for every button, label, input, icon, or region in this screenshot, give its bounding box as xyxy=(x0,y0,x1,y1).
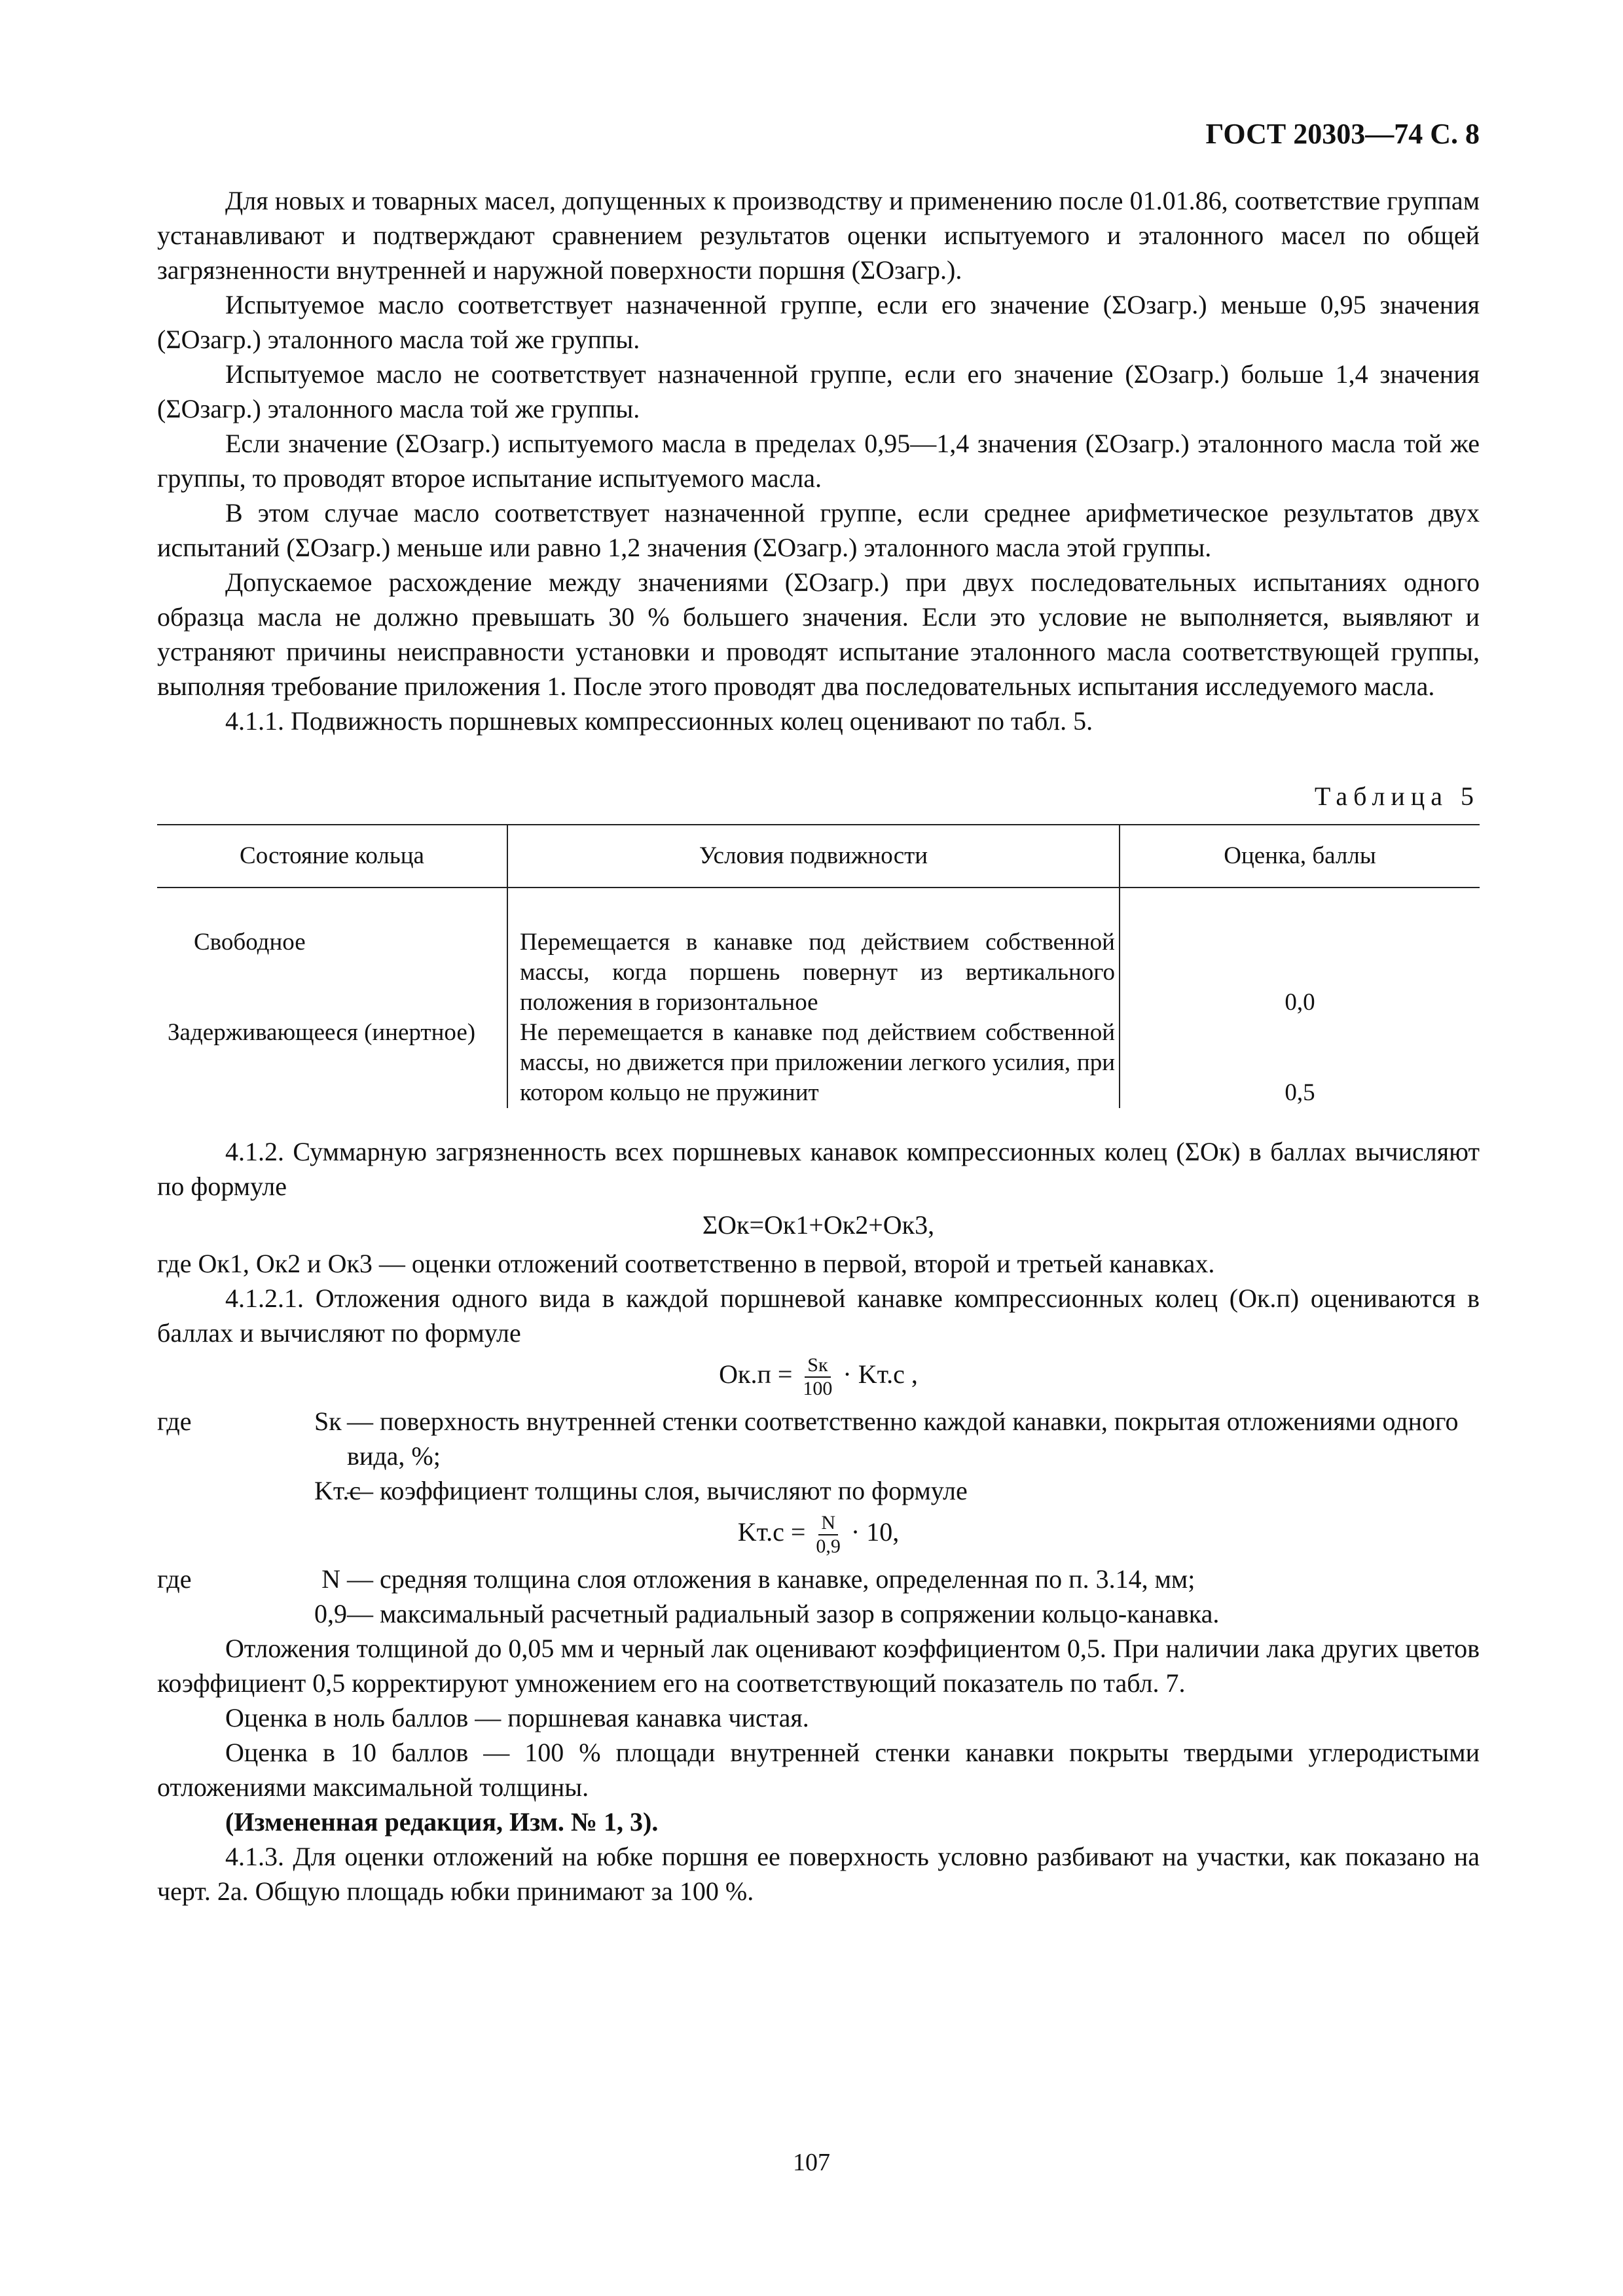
clause-4-1-2: 4.1.2. Суммарную загрязненность всех поршневых канавок компрессионных колец (ΣOк) в баллах вычисляют по формуле xyxy=(157,1137,1480,1201)
document-body xyxy=(157,183,1480,1909)
page-header: ГОСТ 20303—74 С. 8 xyxy=(1205,118,1480,150)
formula-sum-ok: ΣOк=Oк1+Oк2+Oк3, xyxy=(702,1210,935,1240)
table-header-conditions: Условия подвижности xyxy=(507,825,1120,888)
tail-paragraph: Оценка в ноль баллов — поршневая канавка чистая. xyxy=(225,1703,809,1732)
definitions-list xyxy=(157,1562,1480,1631)
def-text: — коэффициент толщины слоя, вычисляют по формуле xyxy=(347,1476,968,1505)
intro-paragraph: Если значение (ΣOзагр.) испытуемого масла в пределах 0,95—1,4 значения (ΣOзагр.) эталонного масла той же группы, то проводят второе испытание испытуемого масла. xyxy=(157,429,1480,493)
table-5 xyxy=(157,824,1480,1108)
def-symbol: Sк xyxy=(314,1407,342,1436)
def-prefix: где xyxy=(157,1564,192,1594)
page-number: 107 xyxy=(793,2149,830,2176)
table-header-state: Состояние кольца xyxy=(157,825,507,888)
intro-paragraph: Испытуемое масло соответствует назначенной группе, если его значение (ΣOзагр.) меньше 0,95 значения (ΣOзагр.) эталонного масла той же группы. xyxy=(157,290,1480,354)
tail-paragraph: Оценка в 10 баллов — 100 % площади внутренней стенки канавки покрыты твердыми углеродистыми отложениями максимальной толщины. xyxy=(157,1738,1480,1802)
table-header-score: Оценка, баллы xyxy=(1120,825,1480,888)
formula-kts-rhs: · 10, xyxy=(850,1517,900,1547)
formula-okp-rhs: · Kт.с , xyxy=(843,1359,918,1390)
formula-okp-lhs: Oк.п = xyxy=(719,1359,793,1390)
intro-paragraph: Испытуемое масло не соответствует назначенной группе, если его значение (ΣOзагр.) больше 1,4 значения (ΣOзагр.) эталонного масла той же группы. xyxy=(157,359,1480,423)
table-cell-conditions: Не перемещается в канавке под действием собственной массы, но движется при приложении легкого усилия, при котором кольцо не пружинит xyxy=(507,1018,1120,1108)
intro-paragraph: В этом случае масло соответствует назначенной группе, если среднее арифметическое результатов двух испытаний (ΣOзагр.) меньше или равно 1,2 значения (ΣOзагр.) эталонного масла этой группы. xyxy=(157,498,1480,562)
formula-okp-fraction xyxy=(803,1354,832,1400)
definitions-list xyxy=(157,1404,1480,1508)
def-symbol: 0,9 xyxy=(314,1599,347,1628)
formula-okp-denominator: 100 xyxy=(803,1378,833,1399)
formula-okp-numerator: Sк xyxy=(805,1354,830,1378)
def-text: — средняя толщина слоя отложения в канавке, определенная по п. 3.14, мм; xyxy=(347,1564,1195,1594)
table-cell-score: 0,0 xyxy=(1120,888,1480,1018)
formula-kts xyxy=(157,1512,1480,1558)
def-prefix: где xyxy=(157,1407,192,1436)
formula-kts-numerator: N xyxy=(818,1512,838,1535)
formula-kts-fraction xyxy=(816,1512,841,1558)
def-symbol: N xyxy=(321,1564,340,1594)
tail-paragraph: Отложения толщиной до 0,05 мм и черный лак оценивают коэффициентом 0,5. При наличии лака других цветов коэффициент 0,5 корректируют умножением его на соответствующий показатель по табл. 7. xyxy=(157,1634,1480,1698)
def-text: — поверхность внутренней стенки соответственно каждой канавки, покрытая отложениями одного вида, %; xyxy=(347,1407,1459,1471)
def-prefix xyxy=(157,1596,308,1631)
intro-paragraph: Для новых и товарных масел, допущенных к производству и применению после 01.01.86, соответствие группам устанавливают и подтверждают сравнением результатов оценки испытуемого и эталонного масел по общей загрязненности внутренней и наружной поверхности поршня (ΣOзагр.). xyxy=(157,186,1480,285)
formula-okp xyxy=(157,1354,1480,1400)
table-cell-state: Задерживающееся (инертное) xyxy=(168,1019,476,1046)
clause-4-1-2-1: 4.1.2.1. Отложения одного вида в каждой поршневой канавке компрессионных колец (Oк.п) оцениваются в баллах и вычисляют по формуле xyxy=(157,1283,1480,1348)
intro-paragraph: 4.1.1. Подвижность поршневых компрессионных колец оценивают по табл. 5. xyxy=(225,706,1093,736)
formula-kts-denominator: 0,9 xyxy=(816,1535,841,1557)
table-row xyxy=(157,1018,1480,1108)
table-cell-state: Свободное xyxy=(194,929,306,956)
intro-paragraph: Допускаемое расхождение между значениями (ΣOзагр.) при двух последовательных испытаниях одного образца масла не должно превышать 30 % большего значения. Если это условие не выполняется, выявляют и устраняют причины неисправности установки и проводят испытание эталонного масла соответствующей группы, выполняя требование приложения 1. После этого проводят два последовательных испытания исследуемого масла. xyxy=(157,567,1480,701)
clause-4-1-3: 4.1.3. Для оценки отложений на юбке поршня ее поверхность условно разбивают на участки, как показано на черт. 2а. Общую площадь юбки принимают за 100 %. xyxy=(157,1842,1480,1906)
def-symbol: Kт.с xyxy=(314,1476,361,1505)
def-text: — максимальный расчетный радиальный зазор в сопряжении кольцо-канавка. xyxy=(347,1599,1220,1628)
def-prefix xyxy=(157,1473,308,1508)
table-cell-score: 0,5 xyxy=(1120,1018,1480,1108)
table-header-row xyxy=(157,825,1480,888)
table-cell-conditions: Перемещается в канавке под действием собственной массы, когда поршень повернут из вертикального положения в горизонтальное xyxy=(507,888,1120,1018)
table-row xyxy=(157,888,1480,1018)
formula-where: где Oк1, Oк2 и Oк3 — оценки отложений соответственно в первой, второй и третьей канавках. xyxy=(157,1249,1215,1278)
formula-kts-lhs: Kт.с = xyxy=(737,1517,806,1547)
table-caption: Таблица 5 xyxy=(1314,781,1480,811)
amendment-note: (Измененная редакция, Изм. № 1, 3). xyxy=(225,1807,659,1837)
